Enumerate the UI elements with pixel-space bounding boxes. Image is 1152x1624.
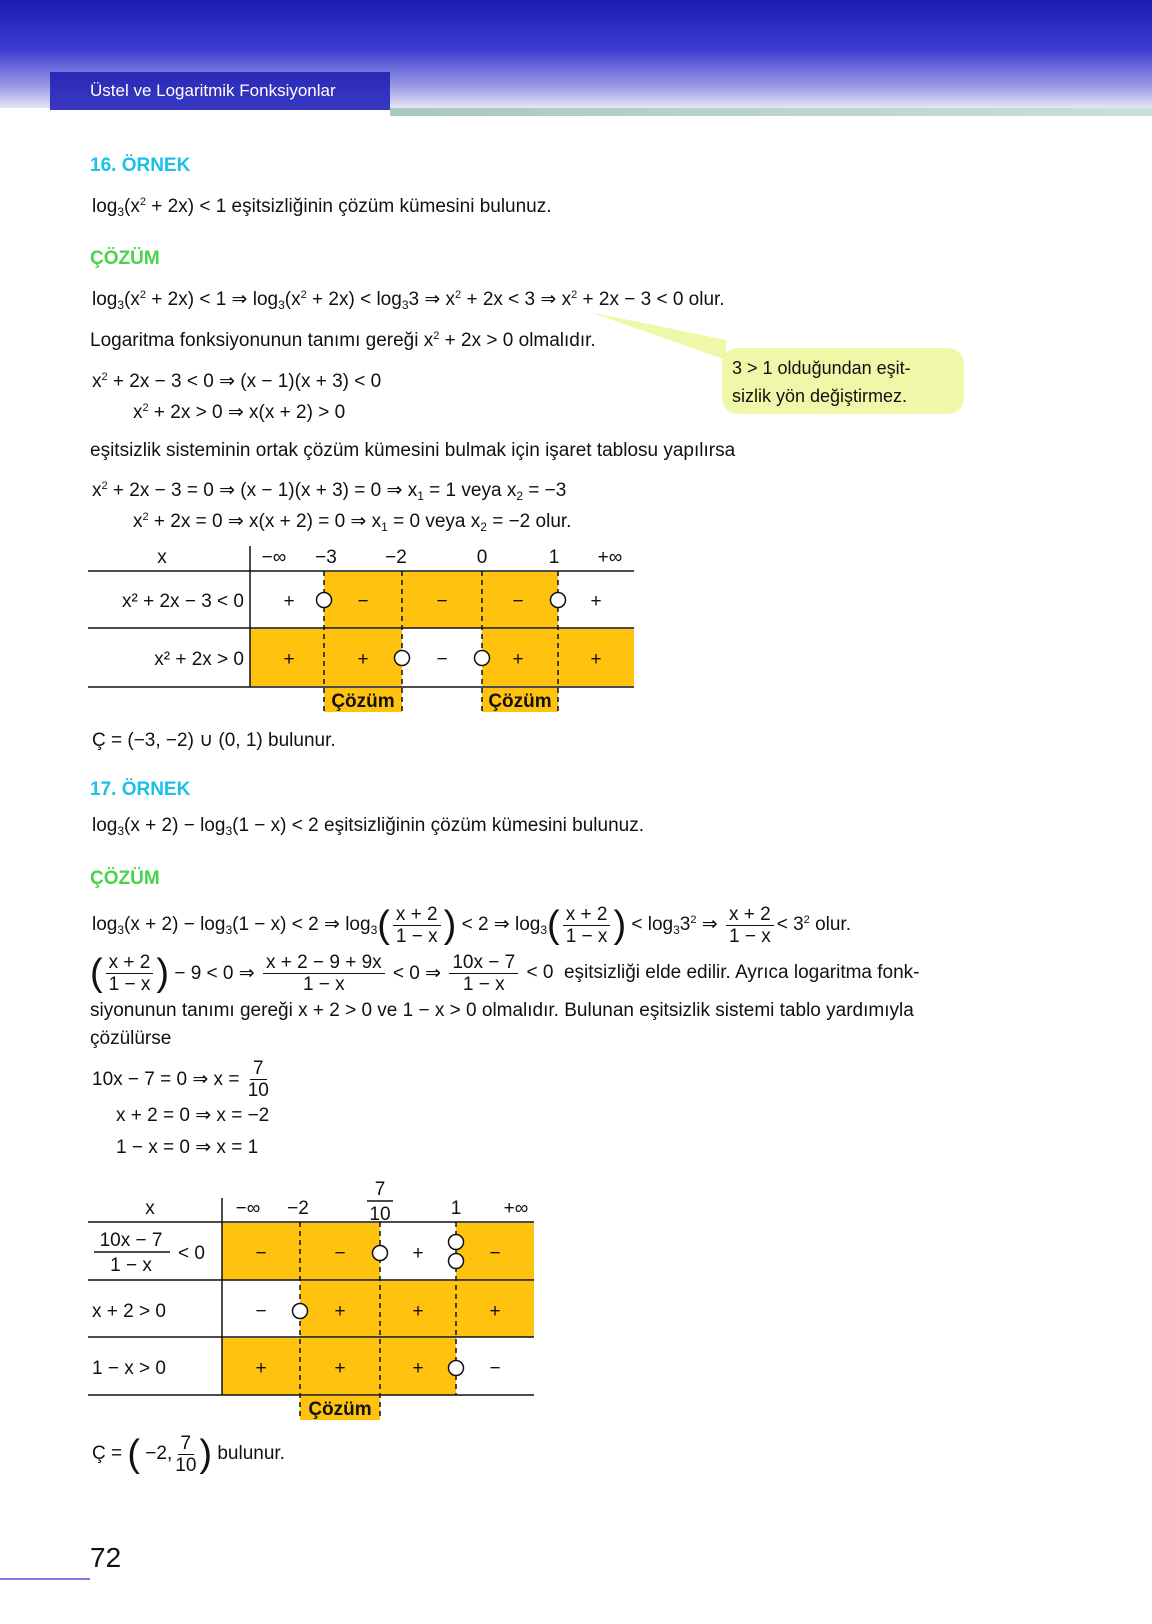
line2-tail: eşitsizliği elde edilir. Ayrıca logaritma fonk- [563, 962, 920, 983]
sign: + [512, 649, 524, 670]
section-title: Üstel ve Logaritmik Fonksiyonlar [90, 81, 336, 100]
point-label: −3 [315, 547, 337, 568]
sign: + [255, 1358, 267, 1379]
sign: + [357, 649, 369, 670]
result-16: Ç = (−3, −2) ∪ (0, 1) bulunur. [92, 730, 336, 751]
point-label: 1 [548, 547, 560, 568]
row1-numerator: 10x − 7 [99, 1230, 163, 1251]
sign: + [412, 1358, 424, 1379]
point-label: −2 [385, 547, 407, 568]
page-number: 72 [90, 1542, 122, 1573]
domain-tail: olmalıdır. [518, 330, 596, 351]
domain-text: Logaritma fonksiyonunun tanımı gereği [90, 330, 419, 351]
point-label: +∞ [597, 547, 623, 568]
point-label: 1 [450, 1198, 462, 1219]
solution-label: Çözüm [331, 691, 395, 712]
line3-tail: olmalıdır. Bulunan eşitsizlik sistemi tablo yardımıyla [481, 1000, 914, 1021]
note-callout [722, 348, 964, 414]
sign: + [283, 649, 295, 670]
x-label: x [145, 1198, 155, 1219]
point-label-10: 10 [369, 1204, 391, 1225]
root-eq-1: 10x − 7 = 0 ⇒ x = $\frac{7}{10}$ [92, 1057, 269, 1101]
row-label: x² + 2x > 0 [154, 649, 244, 670]
sign: − [436, 649, 448, 670]
open-circle [293, 1304, 308, 1319]
point-label: 0 [476, 547, 488, 568]
example-16-title: 16. ÖRNEK [90, 155, 191, 176]
open-circle [373, 1246, 388, 1261]
solution-17-line-2: ( $\frac{x + 2}{1 - x}$ ) − 9 < 0 ⇒ $\frac{x + 2 - 9 + 9x}{1 - x}$ < 0 ⇒ $\frac{10x - 7}{1 - x}$ < 0 eşitsizliği elde edilir. Ayrıca logaritma fonk- [90, 951, 920, 995]
result-17: Ç = ( −2, $\frac{7}{10}$ ) bulunur. [92, 1432, 285, 1476]
example-16-question: $\log_3(x^2 + 2x) < 1$ eşitsizliğinin çözüm kümesini bulunuz. [92, 196, 552, 219]
roots-line-2: $x^2 + 2x = 0$ ⇒ x(x + 2) = 0 ⇒ $x_1 = 0$ veya $x_2 = -2$ olur. [133, 511, 572, 534]
sign-table-16 [0, 540, 1152, 720]
sign: − [436, 591, 448, 612]
sign: − [489, 1243, 501, 1264]
root-eq-3: 1 − x = 0 ⇒ x = 1 [116, 1137, 259, 1158]
solution-17-line-3: siyonunun tanımı gereği x + 2 > 0 ve 1 − x > 0 olmalıdır. Bulunan eşitsizlik sistemi tablo yardımıyla [90, 1000, 914, 1021]
open-circle [395, 651, 410, 666]
solution-16-label: ÇÖZÜM [90, 248, 160, 269]
solution-16-line-1: $\log_3(x^2 + 2x) < 1$ ⇒ $\log_3(x^2 + 2x) < \log_33$ ⇒ $x^2 + 2x < 3$ ⇒ $x^2 + 2x - 3 < 0$ olur. [92, 289, 725, 312]
domain-line: Logaritma fonksiyonunun tanımı gereği $x^2 + 2x > 0$ olmalıdır. [90, 330, 596, 351]
line3-text: siyonunun tanımı gereği [90, 1000, 293, 1021]
point-label-7: 7 [374, 1179, 386, 1200]
note-line-1: 3 > 1 olduğundan eşit- [732, 358, 911, 378]
open-circle [551, 593, 566, 608]
sign: − [255, 1243, 267, 1264]
sign: − [255, 1301, 267, 1322]
row1-denominator: 1 − x [110, 1255, 152, 1276]
sign: − [334, 1243, 346, 1264]
point-label: −∞ [235, 1198, 261, 1219]
roots-line-1: $x^2 + 2x - 3 = 0$ ⇒ (x − 1)(x + 3) = 0 ⇒ $x_1 = 1$ veya $x_2 = -3$ [92, 480, 567, 503]
olur-text: olur. [535, 511, 572, 532]
sign: + [334, 1301, 346, 1322]
sign: + [412, 1243, 424, 1264]
note-line-2: sizlik yön değiştirmez. [732, 386, 908, 406]
solution-label: Çözüm [308, 1399, 372, 1420]
result-tail: bulunur. [268, 730, 336, 751]
factor-line-2: $x^2 + 2x > 0$ ⇒ x(x + 2) > 0 [133, 402, 346, 423]
row1-compare: < 0 [178, 1243, 205, 1264]
veya-text: veya [461, 480, 502, 501]
open-circle [475, 651, 490, 666]
root-eq-2: x + 2 = 0 ⇒ x = −2 [116, 1105, 270, 1126]
row-label: x + 2 > 0 [92, 1301, 166, 1322]
table-intro: eşitsizlik sisteminin ortak çözüm kümesini bulmak için işaret tablosu yapılırsa [90, 440, 736, 461]
sign: + [590, 591, 602, 612]
veya-text: veya [425, 511, 466, 532]
header-rule [390, 108, 1152, 116]
sign: + [489, 1301, 501, 1322]
sign: + [590, 649, 602, 670]
point-label: −∞ [261, 547, 287, 568]
solution-label: Çözüm [488, 691, 552, 712]
result-tail: bulunur. [217, 1443, 285, 1464]
example-17-title: 17. ÖRNEK [90, 779, 191, 800]
question-text: eşitsizliğinin çözüm kümesini bulunuz. [231, 196, 552, 217]
row-label: x² + 2x − 3 < 0 [122, 591, 244, 612]
solution-17-line-1: $\log_3(x + 2) - \log_3(1 - x) < 2$ ⇒ $\log_3$ ( $\frac{x + 2}{1 - x}$ ) < 2 ⇒ $\log_3$ ( $\frac{x + 2}{1 - x}$ ) < $\log_33^2$ ⇒ $\frac{x + 2}{1 - x}$ < $3^2$ olur. [92, 903, 851, 947]
sign: + [334, 1358, 346, 1379]
solution-17-line-4: çözülürse [90, 1028, 172, 1049]
olur-text: olur. [688, 289, 725, 310]
sign: + [283, 591, 295, 612]
solution-17-label: ÇÖZÜM [90, 868, 160, 889]
sign: − [357, 591, 369, 612]
question-text: eşitsizliğinin çözüm kümesini bulunuz. [324, 815, 644, 836]
page-number-rule [0, 1578, 90, 1580]
sign: − [489, 1358, 501, 1379]
sign: − [512, 591, 524, 612]
row-label: 1 − x > 0 [92, 1358, 166, 1379]
factor-line-1: $x^2 + 2x - 3 < 0$ ⇒ (x − 1)(x + 3) < 0 [92, 371, 382, 392]
open-circle [317, 593, 332, 608]
open-circle [449, 1361, 464, 1376]
olur-text: olur. [815, 914, 851, 935]
open-circle [449, 1254, 464, 1269]
open-circle [449, 1235, 464, 1250]
sign: + [412, 1301, 424, 1322]
example-17-question: $\log_3(x + 2) - \log_3(1 - x) < 2$ eşitsizliğinin çözüm kümesini bulunuz. [92, 815, 644, 838]
sign-table-17 [0, 1170, 1152, 1430]
section-tab [50, 72, 390, 110]
x-label: x [157, 547, 167, 568]
point-label: −2 [287, 1198, 309, 1219]
point-label: +∞ [503, 1198, 529, 1219]
note-pointer [590, 310, 730, 370]
